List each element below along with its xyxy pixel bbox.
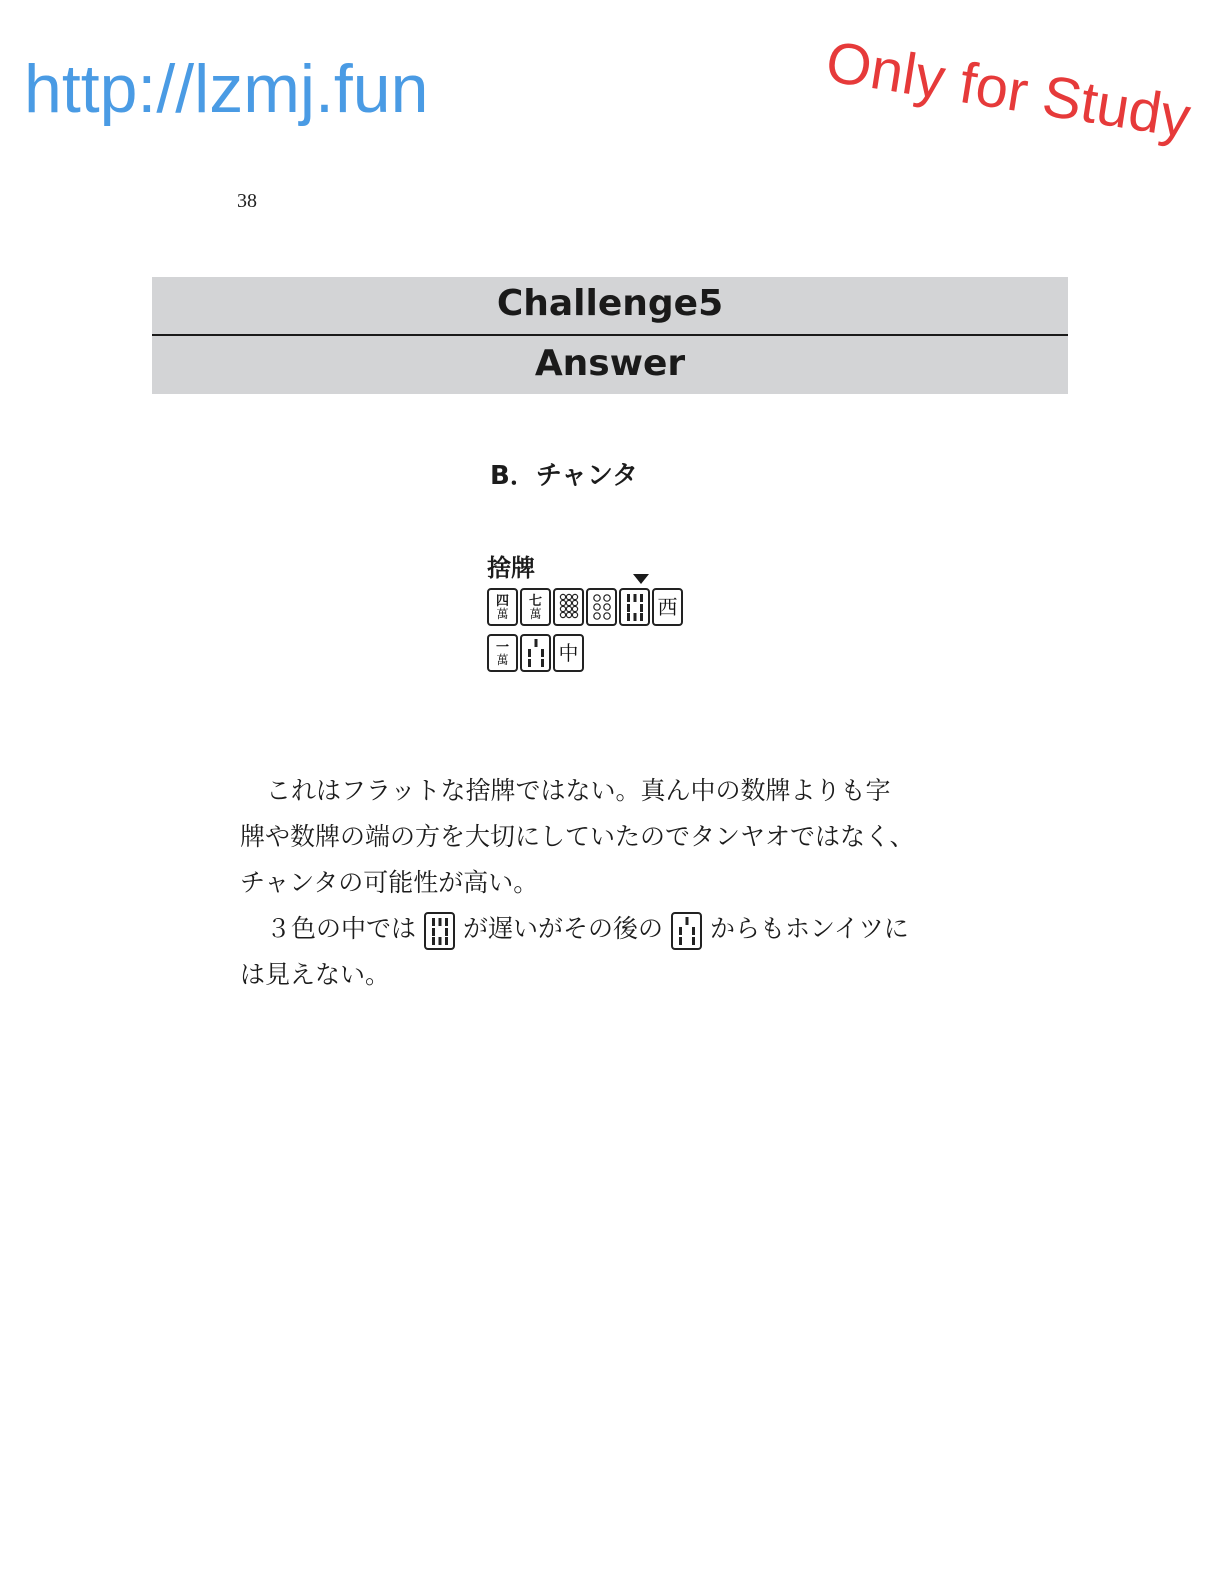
explanation-text [240, 768, 960, 998]
tile-honor: 中 [558, 641, 579, 665]
page-number: 38 [237, 190, 257, 212]
watermark-study: Only for Study [821, 28, 1195, 151]
text-fragment: が遅いがその後の [463, 914, 664, 943]
challenge-title: Challenge5 [496, 283, 724, 324]
sou-5-icon [671, 912, 702, 950]
tile-4-man [487, 588, 518, 626]
sou-5-icon [520, 634, 551, 672]
pin-6-icon [586, 588, 617, 626]
sou-8-icon [424, 912, 455, 950]
answer-choice: B．チャンタ [490, 461, 638, 491]
text-fragment: からもホンイツに [710, 914, 909, 943]
sou-8-icon [619, 588, 650, 626]
text-line: これはフラットな捨牌ではない。真ん中の数牌よりも字 [266, 776, 891, 805]
sou-9-icon [553, 588, 584, 626]
answer-heading: Answer [534, 343, 686, 384]
text-line: 牌や数牌の端の方を大切にしていたのでタンヤオではなく、 [240, 822, 915, 851]
text-line: チャンタの可能性が高い。 [240, 868, 539, 897]
text-fragment: ３色の中では [266, 914, 417, 943]
discard-marker-icon [633, 574, 649, 584]
challenge-header [152, 277, 1068, 394]
tile-suit: 萬 [496, 606, 509, 621]
header-divider [152, 334, 1068, 336]
tile-west [652, 588, 683, 626]
tile-suit: 萬 [496, 652, 509, 667]
tile-1-man [487, 634, 518, 672]
tile-rank: 七 [528, 593, 542, 609]
tile-7-man [520, 588, 551, 626]
tile-red-dragon [553, 634, 584, 672]
text-line: は見えない。 [240, 960, 391, 989]
discard-row-1 [487, 588, 683, 626]
text-line-with-tiles [240, 906, 960, 952]
tile-honor: 西 [657, 595, 678, 619]
tile-rank: 四 [495, 593, 509, 609]
discard-row-2 [487, 634, 584, 672]
tile-rank: 一 [495, 639, 509, 655]
tile-suit: 萬 [529, 606, 542, 621]
discard-label: 捨牌 [487, 554, 535, 582]
watermark-url: http://lzmj.fun [24, 51, 429, 127]
